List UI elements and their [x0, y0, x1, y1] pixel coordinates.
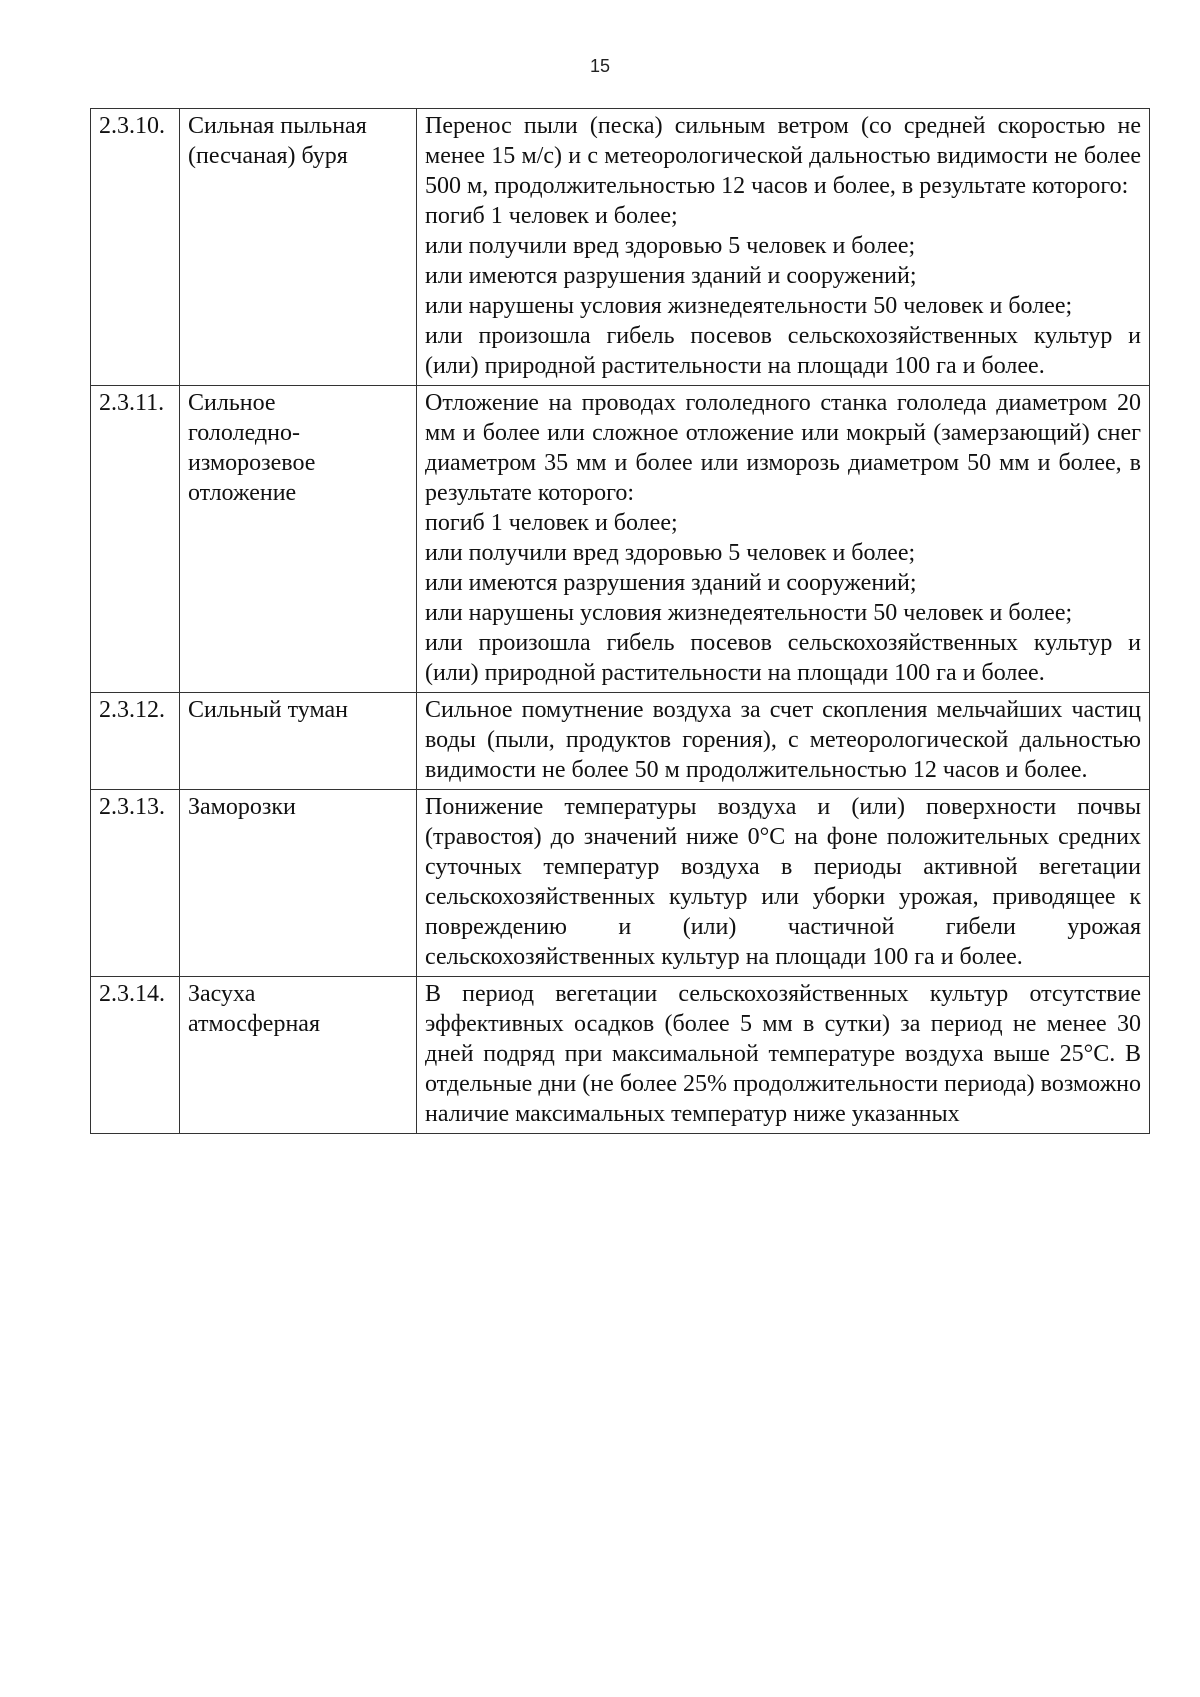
name-line: отложение [188, 480, 297, 506]
phenomenon-criteria [417, 790, 1150, 977]
name-line: (песчаная) буря [188, 143, 348, 169]
criteria-paragraph: или имеются разрушения зданий и сооружений; [425, 263, 917, 289]
criteria-paragraph: или получили вред здоровью 5 человек и более; [425, 233, 916, 259]
name-line: Сильная пыльная [188, 113, 367, 139]
name-line: Заморозки [188, 794, 296, 820]
criteria-paragraph: или произошла гибель посевов сельскохозяйственных культур и (или) природной растительности на площади 100 га и более. [425, 630, 1141, 686]
row-number: 2.3.11. [91, 386, 180, 693]
page-number: 15 [589, 56, 611, 76]
table-row [91, 109, 1150, 386]
table-row [91, 693, 1150, 790]
name-line: Сильное [188, 390, 276, 416]
criteria-paragraph: Понижение температуры воздуха и (или) поверхности почвы (травостоя) до значений ниже 0°С на фоне положительных средних суточных температур воздуха в периоды активной вегетации сельскохозяйственных культур или уборки урожая, приводящее к повреждению и (или) частичной гибели урожая сельскохозяйственных культур на площади 100 га и более. [425, 794, 1141, 970]
phenomenon-name [180, 109, 417, 386]
criteria-paragraph: Отложение на проводах гололедного станка гололеда диаметром 20 мм и более или сложное отложение или мокрый (замерзающий) снег диаметром 35 мм и более или изморозь диаметром 50 мм и более, в результате которого: [425, 390, 1141, 506]
table-row [91, 790, 1150, 977]
hazard-table [90, 108, 1150, 1134]
phenomenon-name [180, 790, 417, 977]
name-line: Засуха [188, 981, 256, 1007]
row-number: 2.3.14. [91, 977, 180, 1134]
name-line: атмосферная [188, 1011, 320, 1037]
name-line: гололедно- [188, 420, 300, 446]
phenomenon-criteria [417, 693, 1150, 790]
row-number: 2.3.12. [91, 693, 180, 790]
row-number: 2.3.10. [91, 109, 180, 386]
table-row [91, 977, 1150, 1134]
table-row [91, 386, 1150, 693]
criteria-paragraph: погиб 1 человек и более; [425, 203, 678, 229]
phenomenon-criteria [417, 109, 1150, 386]
criteria-paragraph: Перенос пыли (песка) сильным ветром (со средней скоростью не менее 15 м/с) и с метеорологической дальностью видимости не более 500 м, продолжительностью 12 часов и более, в результате которого: [425, 113, 1141, 199]
criteria-paragraph: или нарушены условия жизнедеятельности 50 человек и более; [425, 600, 1073, 626]
row-number: 2.3.13. [91, 790, 180, 977]
name-line: изморозевое [188, 450, 316, 476]
phenomenon-criteria [417, 386, 1150, 693]
phenomenon-name [180, 386, 417, 693]
criteria-paragraph: или получили вред здоровью 5 человек и более; [425, 540, 916, 566]
criteria-paragraph: или имеются разрушения зданий и сооружений; [425, 570, 917, 596]
criteria-paragraph: или нарушены условия жизнедеятельности 50 человек и более; [425, 293, 1073, 319]
phenomenon-name [180, 977, 417, 1134]
criteria-paragraph: Сильное помутнение воздуха за счет скопления мельчайших частиц воды (пыли, продуктов горения), с метеорологической дальностью видимости не более 50 м продолжительностью 12 часов и более. [425, 697, 1141, 783]
criteria-paragraph: погиб 1 человек и более; [425, 510, 678, 536]
criteria-paragraph: В период вегетации сельскохозяйственных культур отсутствие эффективных осадков (более 5 мм в сутки) за период не менее 30 дней подряд при максимальной температуре воздуха выше 25°С. В отдельные дни (не более 25% продолжительности периода) возможно наличие максимальных температур ниже указанных [425, 981, 1141, 1127]
phenomenon-name [180, 693, 417, 790]
criteria-paragraph: или произошла гибель посевов сельскохозяйственных культур и (или) природной растительности на площади 100 га и более. [425, 323, 1141, 379]
phenomenon-criteria [417, 977, 1150, 1134]
name-line: Сильный туман [188, 697, 348, 723]
